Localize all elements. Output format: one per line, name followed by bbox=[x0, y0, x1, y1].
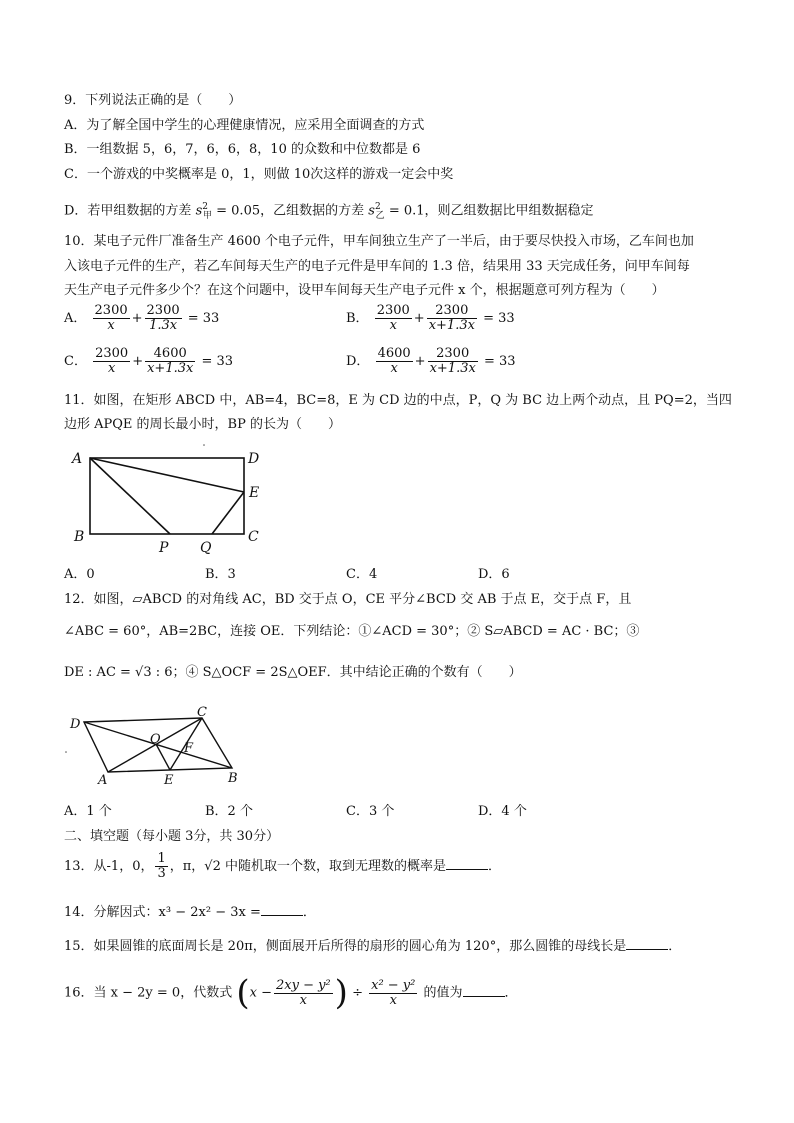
q11-line1: 11．如图，在矩形 ABCD 中，AB=4，BC=8，E 为 CD 边的中点，P，Q 为 BC 边上两个动点，且 PQ=2，当四 bbox=[64, 393, 732, 408]
q12-parallelogram-figure bbox=[60, 706, 250, 796]
answer-blank[interactable] bbox=[626, 937, 668, 950]
q10-line2: 入该电子元件的生产，若乙车间每天生产的电子元件是甲车间的 1.3 倍，结果用 33 天完成任务，问甲车间每 bbox=[64, 259, 690, 274]
answer-blank[interactable] bbox=[446, 857, 488, 870]
q15: 15．如果圆锥的底面周长是 20π，侧面展开后所得的扇形的圆心角为 120°，那么圆锥的母线长是 ． bbox=[64, 939, 682, 954]
q10-option-b: B． $\frac{2300}{x}$ + $\frac{2300}{x+1.3x}$ = 33 bbox=[346, 303, 515, 333]
q11-rectangle-figure bbox=[64, 440, 284, 555]
section-fill-in-title: 二、填空题（每小题 3分，共 30分） bbox=[64, 829, 280, 844]
label-d: D bbox=[70, 717, 81, 732]
q9-option-a: A．为了解全国中学生的心理健康情况，应采用全面调查的方式 bbox=[64, 118, 425, 133]
q12-line1: 12．如图，▱ABCD 的对角线 AC，BD 交于点 O，CE 平分∠BCD 交 AB 于点 E，交于点 F，且 bbox=[64, 592, 632, 607]
label-e: E bbox=[164, 773, 174, 788]
label-q: Q bbox=[200, 540, 212, 555]
q10-line3: 天生产电子元件多少个？在这个问题中，设甲车间每天生产电子元件 x 个，根据题意可列方程为（ ） bbox=[64, 283, 665, 298]
label-b: B bbox=[228, 771, 238, 786]
q11-option-d: D．6 bbox=[478, 567, 510, 582]
label-b: B bbox=[74, 529, 85, 545]
q11-line2: 边形 APQE 的周长最小时，BP 的长为（ ） bbox=[64, 417, 341, 432]
q14: 14．分解因式：x³ − 2x² − 3x = ． bbox=[64, 905, 316, 920]
q16: 16．当 x − 2y = 0，代数式 (x − $\frac{\text{2xy − y²}}{x}$ ) ÷ $\frac{\text{x² − y²}}{x}$ 的值为 ． bbox=[64, 973, 518, 1013]
q13: 13．从-1，0， $\frac{1}{3}$ ，π，√2 中随机取一个数，取到无理数的概率是 ． bbox=[64, 851, 502, 881]
label-d: D bbox=[248, 451, 260, 467]
label-p: P bbox=[159, 540, 169, 555]
q9-option-c: C．一个游戏的中奖概率是 0，1，则做 10次这样的游戏一定会中奖 bbox=[64, 167, 454, 182]
q9-option-d: D．若甲组数据的方差 $s^2_甲 = 0.05$，乙组数据的方差 $s^2_乙 = 0.1$，则乙组数据比甲组数据稳定 bbox=[64, 202, 594, 221]
answer-blank[interactable] bbox=[463, 984, 505, 997]
label-c: C bbox=[248, 529, 259, 545]
answer-blank[interactable] bbox=[261, 903, 303, 916]
q11-option-b: B．3 bbox=[205, 567, 236, 582]
q9-stem: 9．下列说法正确的是（ ） bbox=[64, 93, 242, 108]
q9-option-b: B．一组数据 5，6，7，6，6，8，10 的众数和中位数都是 6 bbox=[64, 142, 421, 157]
q12-option-b: B．2 个 bbox=[205, 804, 253, 819]
segment-ae bbox=[90, 458, 244, 492]
q12-option-c: C．3 个 bbox=[346, 804, 395, 819]
q10-line1: 10．某电子元件厂准备生产 4600 个电子元件，甲车间独立生产了一半后，由于要尽快投入市场，乙车间也加 bbox=[64, 234, 694, 249]
q12-option-d: D．4 个 bbox=[478, 804, 527, 819]
label-a: A bbox=[72, 451, 83, 467]
q11-option-c: C．4 bbox=[346, 567, 378, 582]
q10-option-d: D． $\frac{4600}{x}$ + $\frac{2300}{x+1.3x}$ = 33 bbox=[346, 346, 516, 376]
q10-option-a: A． $\frac{2300}{x}$ + $\frac{2300}{1.3x}$ = 33 bbox=[64, 303, 220, 333]
label-f: F bbox=[184, 741, 194, 756]
label-e: E bbox=[249, 485, 260, 501]
q12-line2: ∠ABC = 60°，AB=2BC，连接 OE．下列结论：①∠ACD = 30°；② S▱ABCD = AC · BC；③ bbox=[64, 624, 640, 639]
q12-option-a: A．1 个 bbox=[64, 804, 112, 819]
segment-ap bbox=[90, 458, 170, 534]
label-a: A bbox=[98, 773, 108, 788]
label-o: O bbox=[150, 732, 161, 747]
q12-line3: DE : AC = √3 : 6；④ S△OCF = 2S△OEF．其中结论正确的个数有（ ） bbox=[64, 665, 522, 680]
segment-qe bbox=[212, 492, 244, 534]
q10-option-c: C． $\frac{2300}{x}$ + $\frac{4600}{x+1.3x}$ = 33 bbox=[64, 346, 234, 376]
q11-option-a: A．0 bbox=[64, 567, 95, 582]
label-c: C bbox=[197, 706, 207, 720]
